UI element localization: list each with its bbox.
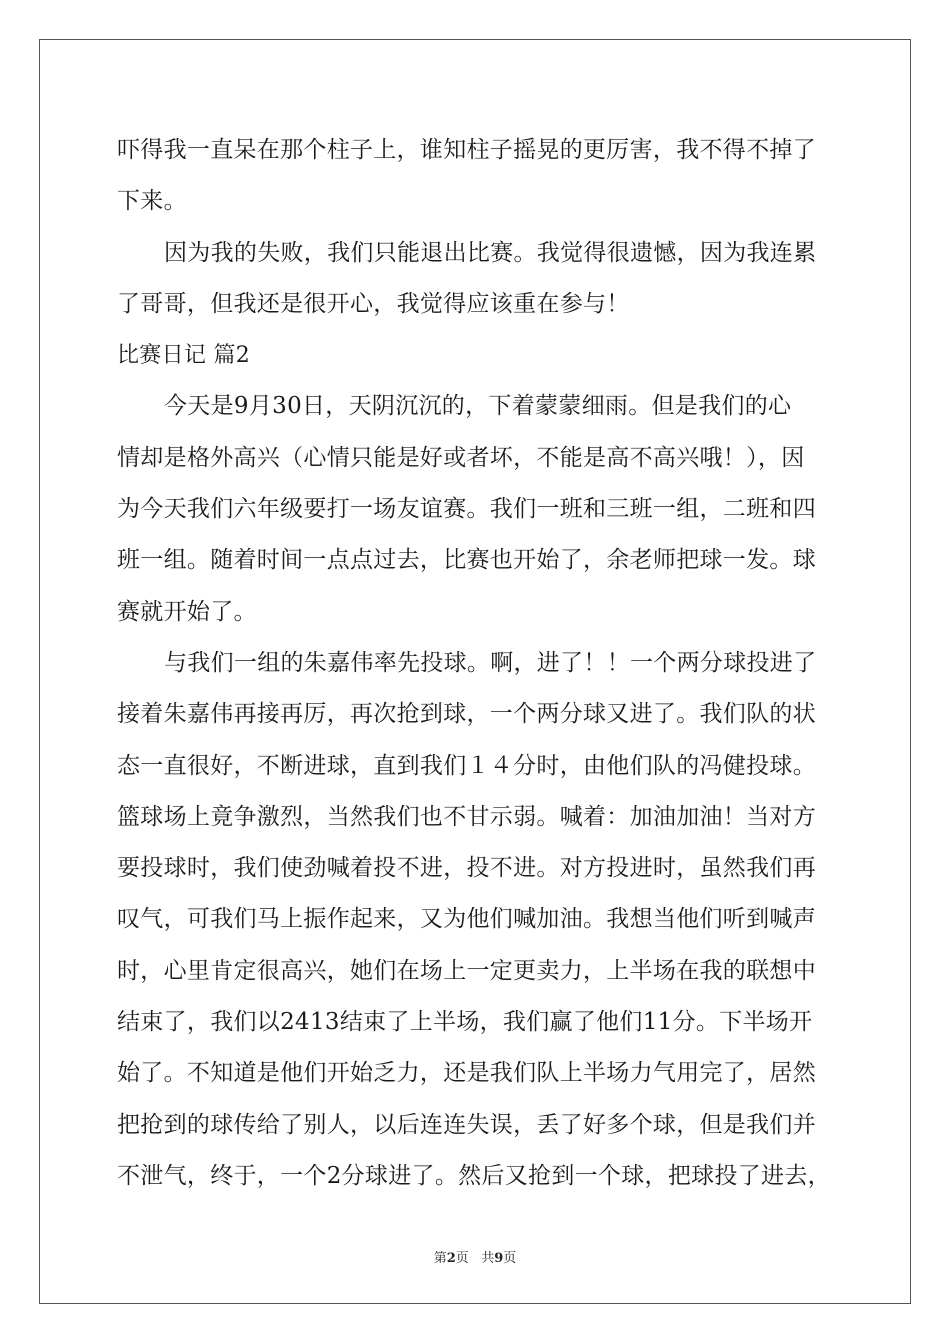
page-number: 2 — [446, 1251, 456, 1266]
text-line: 今天是9月30日，天阴沉沉的，下着蒙蒙细雨。但是我们的心 — [164, 393, 792, 420]
page-footer — [0, 1247, 950, 1266]
text-line: 赛就开始了。 — [117, 598, 257, 625]
page-suffix: 页 — [455, 1251, 469, 1266]
text-line: 与我们一组的朱嘉伟率先投球。啊，进了！！一个两分球投进了 — [164, 649, 817, 676]
text-line: 把抢到的球传给了别人，以后连连失误，丢了好多个球，但是我们并 — [117, 1111, 816, 1138]
total-pages: 9 — [494, 1251, 504, 1266]
text-line: 情却是格外高兴（心情只能是好或者坏，不能是高不高兴哦！），因 — [117, 444, 805, 471]
text-line: 吓得我一直呆在那个柱子上，谁知柱子摇晃的更厉害，我不得不掉了 — [117, 137, 816, 163]
text-line: 下来。 — [117, 188, 187, 215]
total-prefix: 共 — [481, 1251, 495, 1266]
text-line: 叹气，可我们马上振作起来，又为他们喊加油。我想当他们听到喊声 — [117, 906, 816, 933]
total-suffix: 页 — [503, 1251, 517, 1266]
text-line: 因为我的失败，我们只能退出比赛。我觉得很遗憾，因为我连累 — [164, 239, 817, 266]
text-line: 了哥哥，但我还是很开心，我觉得应该重在参与！ — [117, 290, 630, 317]
text-line: 篮球场上竟争激烈，当然我们也不甘示弱。喊着：加油加油！当对方 — [117, 803, 816, 830]
text-line: 时，心里肯定很高兴，她们在场上一定更卖力，上半场在我的联想中 — [117, 957, 816, 984]
document-body — [117, 125, 837, 1202]
text-line: 结束了，我们以2413结束了上半场，我们赢了他们11分。下半场开 — [117, 1009, 813, 1036]
text-line: 为今天我们六年级要打一场友谊赛。我们一班和三班一组，二班和四 — [117, 496, 816, 523]
section-heading: 比赛日记 篇2 — [117, 343, 251, 369]
text-line: 班一组。随着时间一点点过去，比赛也开始了，余老师把球一发。球 — [117, 547, 816, 574]
text-line: 态一直很好，不断进球，直到我们１４分时，由他们队的冯健投球。 — [117, 752, 816, 779]
text-line: 接着朱嘉伟再接再厉，再次抢到球，一个两分球又进了。我们队的状 — [117, 701, 816, 728]
text-line: 要投球时，我们使劲喊着投不进，投不进。对方投进时，虽然我们再 — [117, 855, 816, 882]
text-line: 始了。不知道是他们开始乏力，还是我们队上半场力气用完了，居然 — [117, 1060, 816, 1087]
page-prefix: 第 — [433, 1251, 447, 1266]
text-line: 不泄气，终于，一个2分球进了。然后又抢到一个球，把球投了进去， — [117, 1162, 831, 1189]
